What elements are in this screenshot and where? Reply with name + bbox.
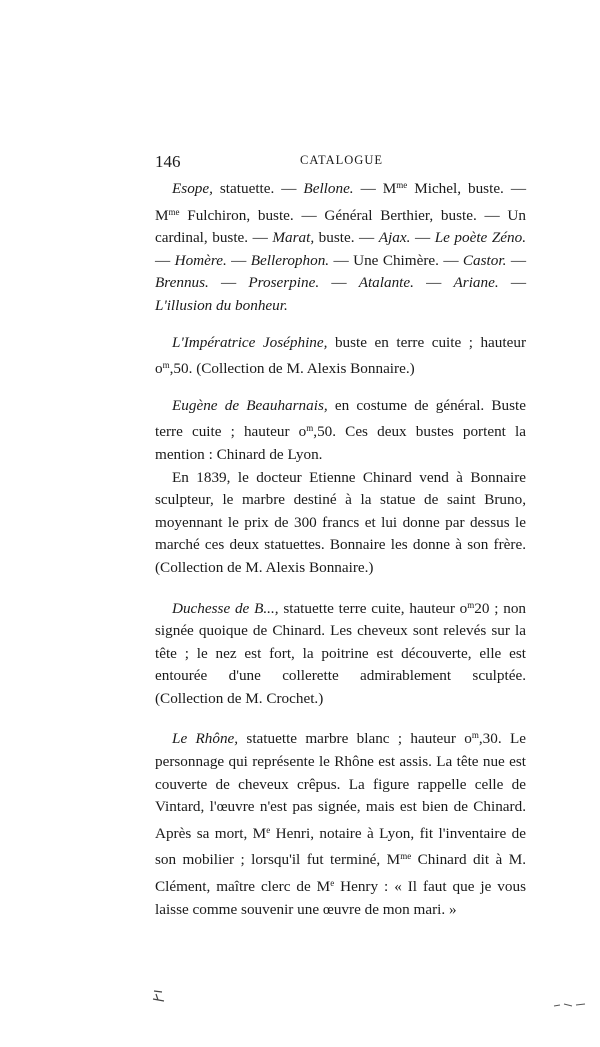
- ink-speck-mark-right: [552, 1000, 588, 1010]
- running-head: CATALOGUE: [300, 153, 383, 167]
- page-number: 146: [155, 152, 181, 171]
- entry-duchesse-de-b: Duchesse de B..., statuette terre cuite, hauteur $o^m20$ ; non signée quoique de Chinard. Les cheveux sont relevés sur la tête ; le nez est fort, la poitrine est découverte, elle est entourée d'une collerette admirablement sculptée. (Collection de M. Crochet.): [155, 599, 527, 707]
- entry-statuettes-list: Esope, statuette. — Bellone. — $M^{me}$ Michel, buste. — $M^{me}$ Fulchiron, buste. — Général Berthier, buste. — Un cardinal, buste. — Marat, buste. — Ajax. — Le poète Zéno. — Homère. — Bellerophon. — Une Chimère. — Castor. — Brennus. — Proserpine. — Atalante. — Ariane. — L'illusion du bonheur.: [155, 180, 527, 314]
- entry-le-rhone: Le Rhône, statuette marbre blanc ; hauteur $o^m,30$. Le personnage qui représente le Rhône est assis. La tête nue est couverte de cheveux crêpus. La figure rappelle celle de Vintard, l'œuvre n'est pas signée, mais est bien de Chinard. Après sa mort, Me Henri, notaire à Lyon, fit l'inventaire de son mobilier ; lorsqu'il fut terminé, $M^{me}$ Chinard dit à M. Clément, maître clerc de Me Henry : « Il faut que je vous laisse comme souvenir une œuvre de mon mari. »: [155, 730, 526, 918]
- ink-speck-mark: [150, 988, 180, 1006]
- entry-eugene-de-beauharnais: Eugène de Beauharnais, en costume de général. Buste terre cuite ; hauteur $o^m,50$. Ces deux bustes portent la mention : Chinard de Lyon.: [155, 396, 526, 463]
- page-header: [155, 152, 526, 174]
- entry-1839-note: En 1839, le docteur Etienne Chinard vend à Bonnaire sculpteur, le marbre destiné à la statue de saint Bruno, moyennant le prix de 300 francs et lui donne par dessus le marché ces deux statuettes. Bonnaire les donne à son frère. (Collection de M. Alexis Bonnaire.): [155, 468, 526, 576]
- entry-imperatrice-josephine: L'Impératrice Joséphine, buste en terre cuite ; hauteur $o^m,50$. (Collection de M. Alexis Bonnaire.): [155, 333, 527, 378]
- catalogue-page: [155, 152, 526, 921]
